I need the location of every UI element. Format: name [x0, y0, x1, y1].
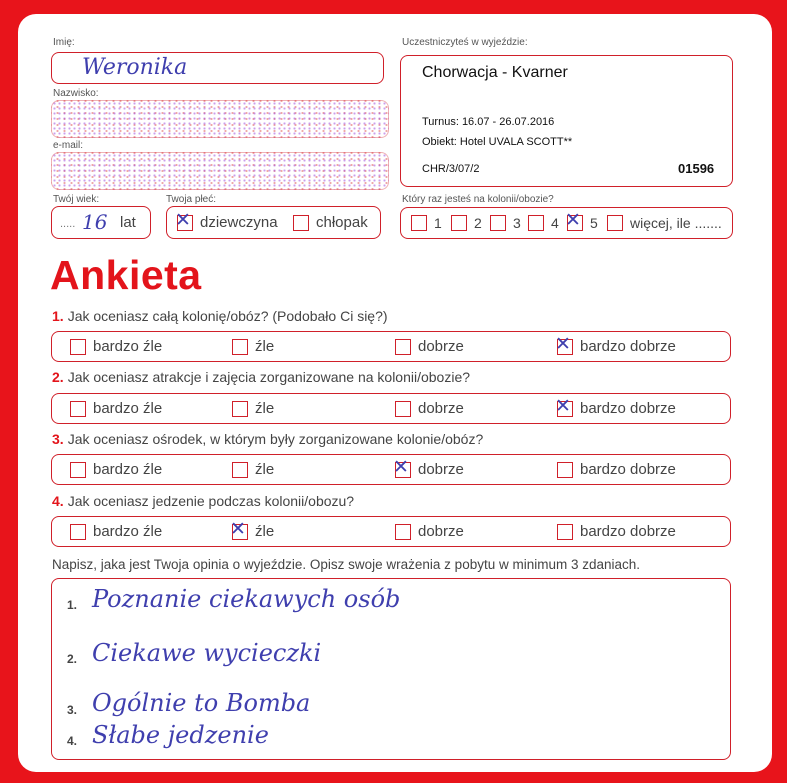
scale-option-label: bardzo dobrze — [580, 338, 676, 355]
scale-option[interactable] — [232, 400, 274, 417]
scale-option[interactable] — [555, 332, 676, 355]
scale-option[interactable] — [232, 461, 274, 478]
ktory-field — [400, 207, 733, 239]
check-mark-icon: ✕ — [393, 455, 409, 478]
checkbox-chlopak[interactable] — [293, 215, 309, 231]
plec-option-dziewczyna[interactable] — [175, 208, 278, 231]
scale-option-label: źle — [255, 523, 275, 540]
scale-checkbox[interactable] — [557, 524, 573, 540]
scale-checkbox[interactable] — [232, 339, 248, 355]
scale-option[interactable] — [395, 400, 464, 417]
checkbox-3[interactable] — [490, 215, 506, 231]
scale-option[interactable] — [557, 523, 676, 540]
question-3-text: 3. Jak oceniasz ośrodek, w którym były zorganizowane kolonie/obóz? — [52, 431, 484, 447]
scale-option-label: bardzo dobrze — [580, 400, 676, 417]
ktory-option-5[interactable] — [565, 209, 598, 231]
check-mark-icon: ✕ — [175, 208, 191, 231]
scale-option-label: dobrze — [418, 400, 464, 417]
ktory-option-1[interactable] — [411, 215, 442, 231]
opinion-line-number: 4. — [67, 734, 78, 748]
wiek-value: 16 — [82, 210, 108, 234]
scale-option-label: źle — [255, 338, 275, 355]
imie-label: Imię: — [53, 37, 75, 48]
opinion-line-3: Ogólnie to Bomba — [92, 689, 311, 717]
ktory-option-label: 3 — [513, 215, 521, 231]
scale-checkbox[interactable] — [232, 462, 248, 478]
opinion-prompt: Napisz, jaka jest Twoja opinia o wyjeździe. Opisz swoje wrażenia z pobytu w minimum 3 zdaniach. — [52, 557, 641, 572]
trip-title: Chorwacja - Kvarner — [422, 64, 568, 81]
scale-option-label: bardzo źle — [93, 523, 163, 540]
scale-option[interactable] — [557, 461, 676, 478]
checkbox-5[interactable] — [565, 209, 583, 231]
question-4-options — [51, 516, 731, 547]
opinion-line-4: Słabe jedzenie — [92, 721, 269, 749]
scale-option[interactable] — [70, 338, 162, 355]
ktory-option-label: 4 — [551, 215, 559, 231]
trip-code: CHR/3/07/2 — [422, 163, 480, 175]
scale-option-label: dobrze — [418, 338, 464, 355]
checkbox-dziewczyna[interactable] — [175, 208, 193, 231]
checkbox-2[interactable] — [451, 215, 467, 231]
scale-option[interactable] — [70, 400, 162, 417]
opinion-field[interactable] — [51, 578, 731, 760]
check-mark-icon: ✕ — [230, 517, 246, 540]
scale-checkbox[interactable] — [557, 462, 573, 478]
question-4-text: 4. Jak oceniasz jedzenie podczas kolonii/obozu? — [52, 493, 355, 509]
plec-option-label: dziewczyna — [200, 214, 278, 231]
ktory-label: Który raz jesteś na kolonii/obozie? — [402, 194, 554, 205]
scale-option[interactable] — [232, 338, 274, 355]
trip-number: 01596 — [678, 161, 715, 176]
scale-option[interactable] — [395, 523, 464, 540]
scale-option-label: bardzo źle — [93, 338, 163, 355]
email-label: e-mail: — [53, 140, 84, 151]
ktory-option-2[interactable] — [451, 215, 482, 231]
scale-checkbox[interactable] — [555, 394, 573, 417]
scale-option[interactable] — [230, 517, 275, 540]
opinion-line-1: Poznanie ciekawych osób — [92, 585, 401, 613]
scale-checkbox[interactable] — [70, 339, 86, 355]
wiek-label: Twój wiek: — [53, 194, 100, 205]
scale-option[interactable] — [70, 461, 162, 478]
checkbox-4[interactable] — [528, 215, 544, 231]
check-mark-icon: ✕ — [565, 209, 581, 231]
ktory-option-label: 5 — [590, 215, 598, 231]
check-mark-icon: ✕ — [555, 332, 571, 355]
ktory-option-4[interactable] — [528, 215, 559, 231]
scale-option-label: źle — [255, 461, 275, 478]
plec-field — [166, 206, 381, 239]
question-3-options — [51, 454, 731, 485]
opinion-line-number: 1. — [67, 598, 78, 612]
imie-value: Weronika — [82, 55, 188, 80]
ktory-option-label: 1 — [434, 215, 442, 231]
scale-option-label: bardzo dobrze — [580, 461, 676, 478]
wiek-field[interactable] — [51, 206, 151, 239]
wiek-unit: lat — [120, 214, 136, 231]
scale-checkbox[interactable] — [395, 339, 411, 355]
checkbox-1[interactable] — [411, 215, 427, 231]
nazwisko-field-redacted[interactable] — [51, 100, 389, 138]
opinion-line-number: 3. — [67, 703, 78, 717]
nazwisko-label: Nazwisko: — [53, 88, 99, 99]
scale-checkbox[interactable] — [232, 401, 248, 417]
plec-option-chlopak[interactable] — [293, 214, 368, 231]
imie-field[interactable] — [51, 52, 384, 84]
trip-obiekt: Obiekt: Hotel UVALA SCOTT** — [422, 136, 573, 148]
opinion-line-2: Ciekawe wycieczki — [92, 639, 322, 667]
scale-checkbox[interactable] — [230, 517, 248, 540]
scale-checkbox[interactable] — [393, 455, 411, 478]
scale-checkbox[interactable] — [70, 524, 86, 540]
ktory-option-label: 2 — [474, 215, 482, 231]
opinion-line-number: 2. — [67, 652, 78, 666]
scale-checkbox[interactable] — [70, 462, 86, 478]
question-2-options — [51, 393, 731, 424]
question-2-text: 2. Jak oceniasz atrakcje i zajęcia zorganizowane na kolonii/obozie? — [52, 369, 471, 385]
scale-option-label: dobrze — [418, 461, 464, 478]
scale-option[interactable] — [395, 338, 464, 355]
scale-option[interactable] — [70, 523, 162, 540]
scale-checkbox[interactable] — [395, 401, 411, 417]
scale-option-label: bardzo źle — [93, 400, 163, 417]
scale-checkbox[interactable] — [70, 401, 86, 417]
scale-option-label: dobrze — [418, 523, 464, 540]
page-title: Ankieta — [50, 252, 202, 298]
checkbox-wiecej[interactable] — [607, 215, 623, 231]
question-1-options — [51, 331, 731, 362]
wiek-dots: ..... — [60, 218, 76, 230]
trip-info-box — [400, 55, 733, 187]
survey-card — [18, 14, 772, 772]
scale-option[interactable] — [555, 394, 676, 417]
scale-checkbox[interactable] — [395, 524, 411, 540]
plec-option-label: chłopak — [316, 214, 368, 231]
check-mark-icon: ✕ — [555, 394, 571, 417]
trip-turnus: Turnus: 16.07 - 26.07.2016 — [422, 116, 555, 128]
scale-option-label: źle — [255, 400, 275, 417]
ktory-option-label: więcej, ile ....... — [630, 215, 722, 231]
scale-checkbox[interactable] — [555, 332, 573, 355]
email-field-redacted[interactable] — [51, 152, 389, 190]
ktory-option-3[interactable] — [490, 215, 521, 231]
scale-option-label: bardzo dobrze — [580, 523, 676, 540]
question-1-text: 1. Jak oceniasz całą kolonię/obóz? (Podobało Ci się?) — [52, 308, 388, 324]
plec-label: Twoja płeć: — [166, 194, 217, 205]
ktory-option-wiecej[interactable] — [607, 215, 722, 231]
scale-option-label: bardzo źle — [93, 461, 163, 478]
uczestniczy-label: Uczestniczyteś w wyjeździe: — [402, 37, 528, 48]
scale-option[interactable] — [393, 455, 464, 478]
